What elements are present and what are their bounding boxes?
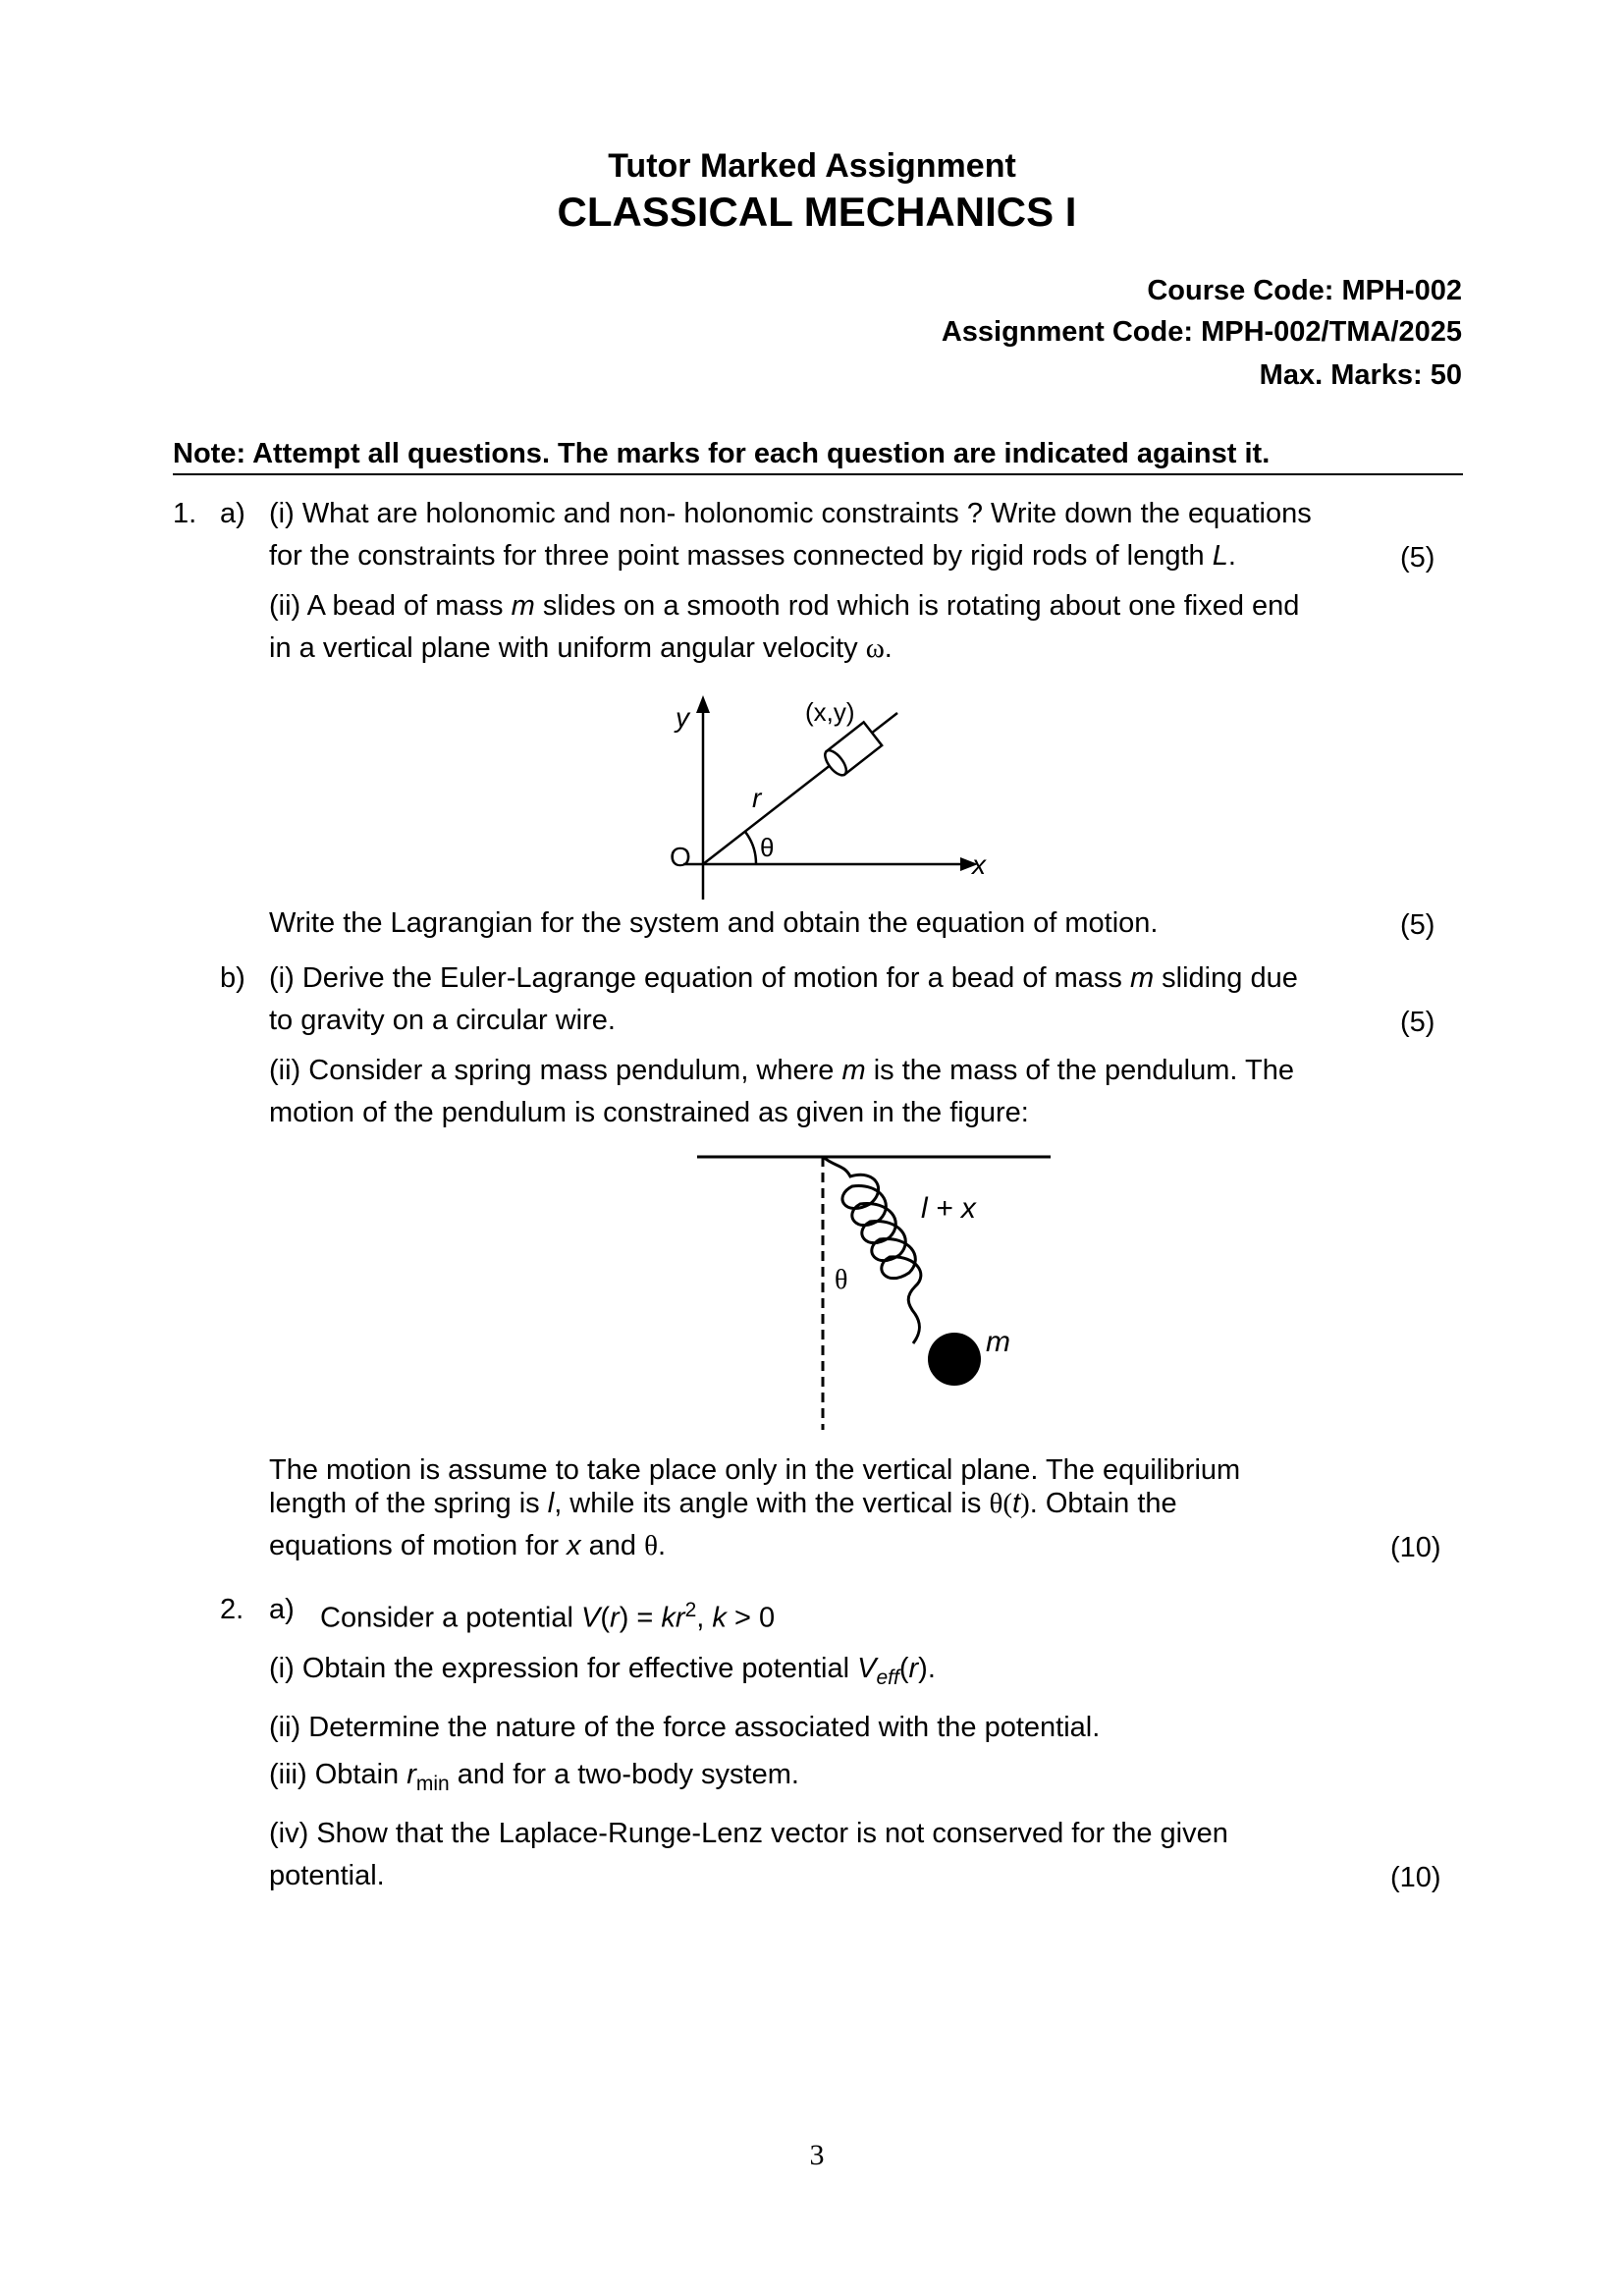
page-title: CLASSICAL MECHANICS I <box>557 189 1077 235</box>
q1b-ii-line2: motion of the pendulum is constrained as given in the figure: <box>269 1097 1029 1128</box>
y-label: y <box>676 702 689 733</box>
q1a-ii-line1: (ii) A bead of mass m slides on a smooth rod which is rotating about one fixed end <box>269 590 1300 622</box>
q1-number: 1. <box>173 498 197 529</box>
q1b-motion-line2: length of the spring is l, while its angle with the vertical is θ(t). Obtain the <box>269 1488 1177 1519</box>
q2a-intro: Consider a potential $V(r) = kr^2$, k > 0 <box>320 1599 776 1634</box>
q1b-motion-line1: The motion is assume to take place only in the vertical plane. The equilibrium <box>269 1454 1241 1486</box>
r-label: r <box>752 783 762 813</box>
q2a-label: a) <box>269 1594 295 1625</box>
q2a-iii: (iii) Obtain $r_{min}$ and for a two-body system. <box>269 1759 799 1795</box>
q1b-i-line1: (i) Derive the Euler-Lagrange equation of motion for a bead of mass m sliding due <box>269 962 1298 994</box>
note: Note: Attempt all questions. The marks for each question are indicated against it. <box>173 438 1271 469</box>
angle-arc <box>745 832 756 864</box>
q1a-i-marks: (5) <box>1400 542 1435 574</box>
course-code: Course Code: MPH-002 <box>1147 275 1462 306</box>
theta-label: θ <box>760 833 775 862</box>
q2-number: 2. <box>220 1594 244 1625</box>
q2a-marks: (10) <box>1390 1862 1441 1893</box>
divider <box>173 473 1463 475</box>
q1b-i-marks: (5) <box>1400 1007 1435 1038</box>
pendulum-mass <box>928 1333 981 1386</box>
q1a-lagrangian: Write the Lagrangian for the system and obtain the equation of motion. <box>269 907 1159 939</box>
rotating-rod-figure <box>648 687 1001 903</box>
q2a-iv-line2: potential. <box>269 1860 385 1891</box>
max-marks: Max. Marks: 50 <box>1259 359 1462 391</box>
q1a-label: a) <box>220 498 245 529</box>
page-number: 3 <box>809 2139 825 2171</box>
q1b-marks: (10) <box>1390 1532 1441 1563</box>
theta-label: θ <box>835 1265 848 1295</box>
q2a-iv-line1: (iv) Show that the Laplace-Runge-Lenz vector is not conserved for the given <box>269 1818 1228 1849</box>
q1a-ii-line2: in a vertical plane with uniform angular velocity ω. <box>269 632 893 664</box>
mass-label: m <box>986 1326 1010 1358</box>
spring-pendulum-figure <box>687 1139 1060 1444</box>
q2a-i: (i) Obtain the expression for effective potential $V_{eff}(r)$. <box>269 1653 936 1689</box>
q1b-motion-line3: equations of motion for x and θ. <box>269 1530 667 1561</box>
x-label: x <box>972 849 986 880</box>
q1b-ii-line1: (ii) Consider a spring mass pendulum, where m is the mass of the pendulum. The <box>269 1055 1294 1086</box>
q1b-label: b) <box>220 962 245 994</box>
assignment-code: Assignment Code: MPH-002/TMA/2025 <box>941 316 1462 348</box>
q2a-ii: (ii) Determine the nature of the force associated with the potential. <box>269 1712 1101 1743</box>
length-label: l + x <box>921 1192 976 1225</box>
q1a-lagrangian-marks: (5) <box>1400 909 1435 941</box>
subtitle: Tutor Marked Assignment <box>608 147 1016 185</box>
y-axis-arrow <box>696 695 710 713</box>
q1a-i-line1: (i) What are holonomic and non- holonomic constraints ? Write down the equations <box>269 498 1312 529</box>
spring <box>823 1157 921 1343</box>
q1b-i-line2: to gravity on a circular wire. <box>269 1005 616 1036</box>
point-label: (x,y) <box>805 697 855 727</box>
origin-label: O <box>670 842 691 872</box>
q1a-i-line2: for the constraints for three point masses connected by rigid rods of length L. <box>269 540 1236 572</box>
